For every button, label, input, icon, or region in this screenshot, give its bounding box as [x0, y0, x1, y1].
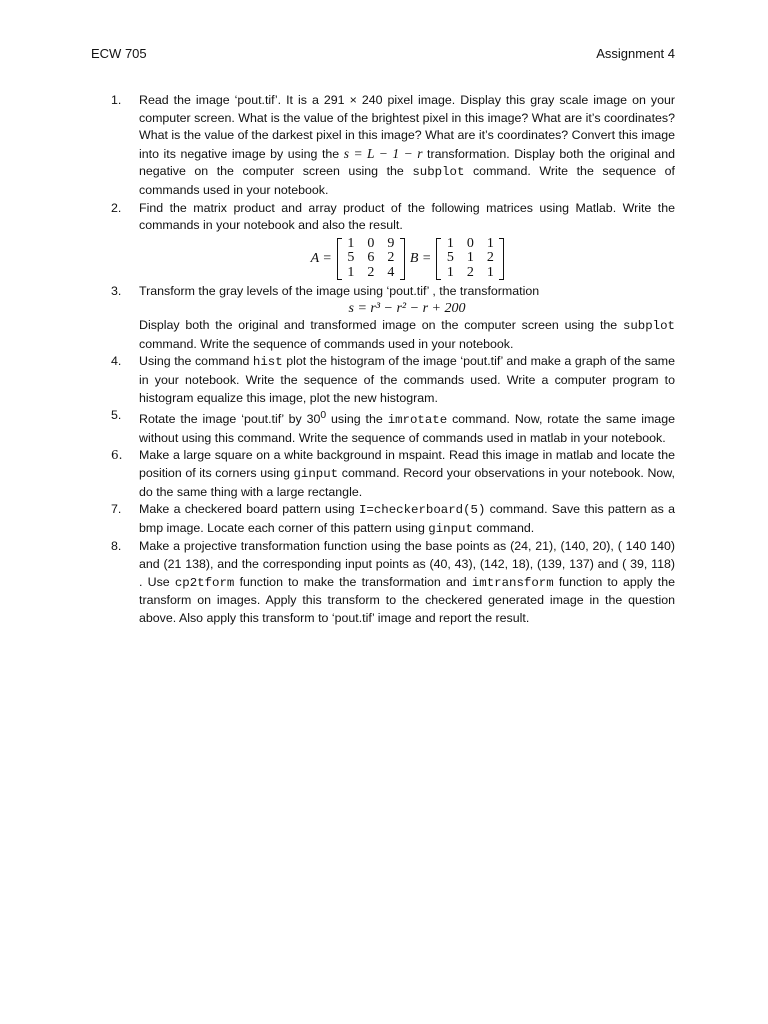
matrix-cell: 9 — [387, 235, 395, 251]
question-3 — [111, 283, 675, 354]
course-code: ECW 705 — [91, 46, 147, 61]
matrix-cell: 5 — [446, 250, 454, 266]
question-8 — [111, 538, 675, 627]
matrix-cell: 1 — [486, 235, 494, 251]
matrix-cell: 1 — [446, 264, 454, 280]
code-subplot: subplot — [412, 165, 465, 180]
matrix-cell: 2 — [367, 264, 375, 280]
assignment-title: Assignment 4 — [596, 46, 675, 61]
gray-level-transform-equation: s = r³ − r² − r + 200 — [348, 301, 466, 317]
question-number: 4. — [111, 354, 122, 369]
negative-transform-formula: s = L − 1 − r — [343, 145, 423, 161]
question-text: Rotate the image ‘pout.tif’ by $30^0$ using the imrotate command. Now, rotate the same image without using this command. Write the sequence of commands used in matlab in your notebook. — [139, 410, 675, 445]
question-number: 1. — [111, 93, 122, 107]
question-6 — [111, 447, 675, 501]
matrix-cell: 1 — [466, 250, 474, 266]
question-number: 5. — [111, 408, 122, 423]
question-text: Make a projective transformation function using the base points as (24, 21), (140, 20), ( 140 140) and (21 138), and the corresponding input points as (40, 43), (142, 18), (139, 137) and ( 39, 118) . Use cp2tform function to make the transformation and imtransform function to apply the transform on images. Apply this transform to the checkered generated image in the question above. Also apply this transform to ‘pout.tif’ image and report the result. — [139, 539, 675, 625]
question-number: 2. — [111, 200, 122, 215]
matrix-cell: 1 — [446, 235, 454, 251]
code-subplot: subplot — [622, 319, 675, 334]
question-text: Find the matrix product and array product of the following matrices using Matlab. Write the commands in your notebook and also the result. A = 1 0 9 5 6 2 1 2 4 B = 1 0 1 5 1 2 1 2 1 — [139, 200, 675, 280]
matrix-a-label: A = — [310, 250, 332, 266]
question-5 — [111, 407, 675, 447]
question-1 — [111, 92, 675, 200]
question-text: Using the command hist plot the histogram of the image ‘pout.tif’ and make a graph of the same in your notebook. Write the sequence of the commands used. Write a computer program to histogram equalize this image, plot the new histogram. — [139, 354, 675, 405]
code-ginput: ginput — [428, 521, 473, 536]
matrix-cell: 2 — [466, 264, 474, 280]
code-imtransform: imtransform — [471, 575, 554, 590]
matrix-cell: 1 — [486, 264, 494, 280]
question-text: Transform the gray levels of the image using ‘pout.tif’ , the transformation s = r³ − r² − r + 200 Display both the original and transformed image on the computer screen using the subplot command. Write the sequence of commands used in your notebook. — [139, 283, 675, 351]
matrix-b-label: B = — [409, 250, 432, 266]
code-hist: hist — [252, 355, 283, 370]
question-2 — [111, 200, 675, 283]
matrix-cell: 0 — [367, 235, 375, 251]
code-cp2tform: cp2tform — [174, 575, 235, 590]
matrix-equations — [139, 237, 675, 281]
matrix-cell: 6 — [367, 250, 375, 266]
matrix-cell: 1 — [347, 235, 355, 251]
question-4 — [111, 353, 675, 407]
question-7 — [111, 501, 675, 538]
matrix-cell: 0 — [466, 235, 474, 251]
question-text: Make a large square on a white background in mspaint. Read this image in matlab and locate the position of its corners using ginput command. Record your observations in your notebook. Now, do the same thing with a large rectangle. — [139, 448, 675, 499]
question-number: 3. — [111, 283, 122, 298]
matrix-cell: 2 — [486, 250, 494, 266]
matrix-cell: 2 — [387, 250, 395, 266]
question-text: Make a checkered board pattern using I=checkerboard(5) command. Save this pattern as a bmp image. Locate each corner of this pattern using ginput command. — [139, 502, 676, 536]
code-checkerboard: I=checkerboard(5) — [358, 503, 486, 518]
degree-superscript: 0 — [320, 410, 327, 422]
matrix-a — [337, 237, 405, 281]
code-ginput: ginput — [293, 467, 339, 481]
code-imrotate: imrotate — [387, 413, 448, 428]
matrix-b — [436, 237, 504, 281]
question-number: 7. — [111, 502, 122, 517]
question-number: 8. — [111, 539, 122, 554]
question-text: Read the image ‘pout.tif’. It is a 291 × 240 pixel image. Display this gray scale image on your computer screen. What is the value of the brightest pixel in this image? What are it’s coordinates? What is the value of the darkest pixel in this image? What are it’s coordinates? Convert this image into its negative image by using the s = L − 1 − r transformation. Display both the original and negative on the computer screen using the subplot command. Write the sequence of commands used in your notebook. — [139, 93, 675, 197]
question-number: 6. — [111, 448, 123, 463]
matrix-cell: 4 — [387, 264, 395, 280]
question-list — [111, 92, 675, 627]
matrix-cell: 5 — [347, 250, 355, 266]
matrix-cell: 1 — [347, 264, 355, 280]
